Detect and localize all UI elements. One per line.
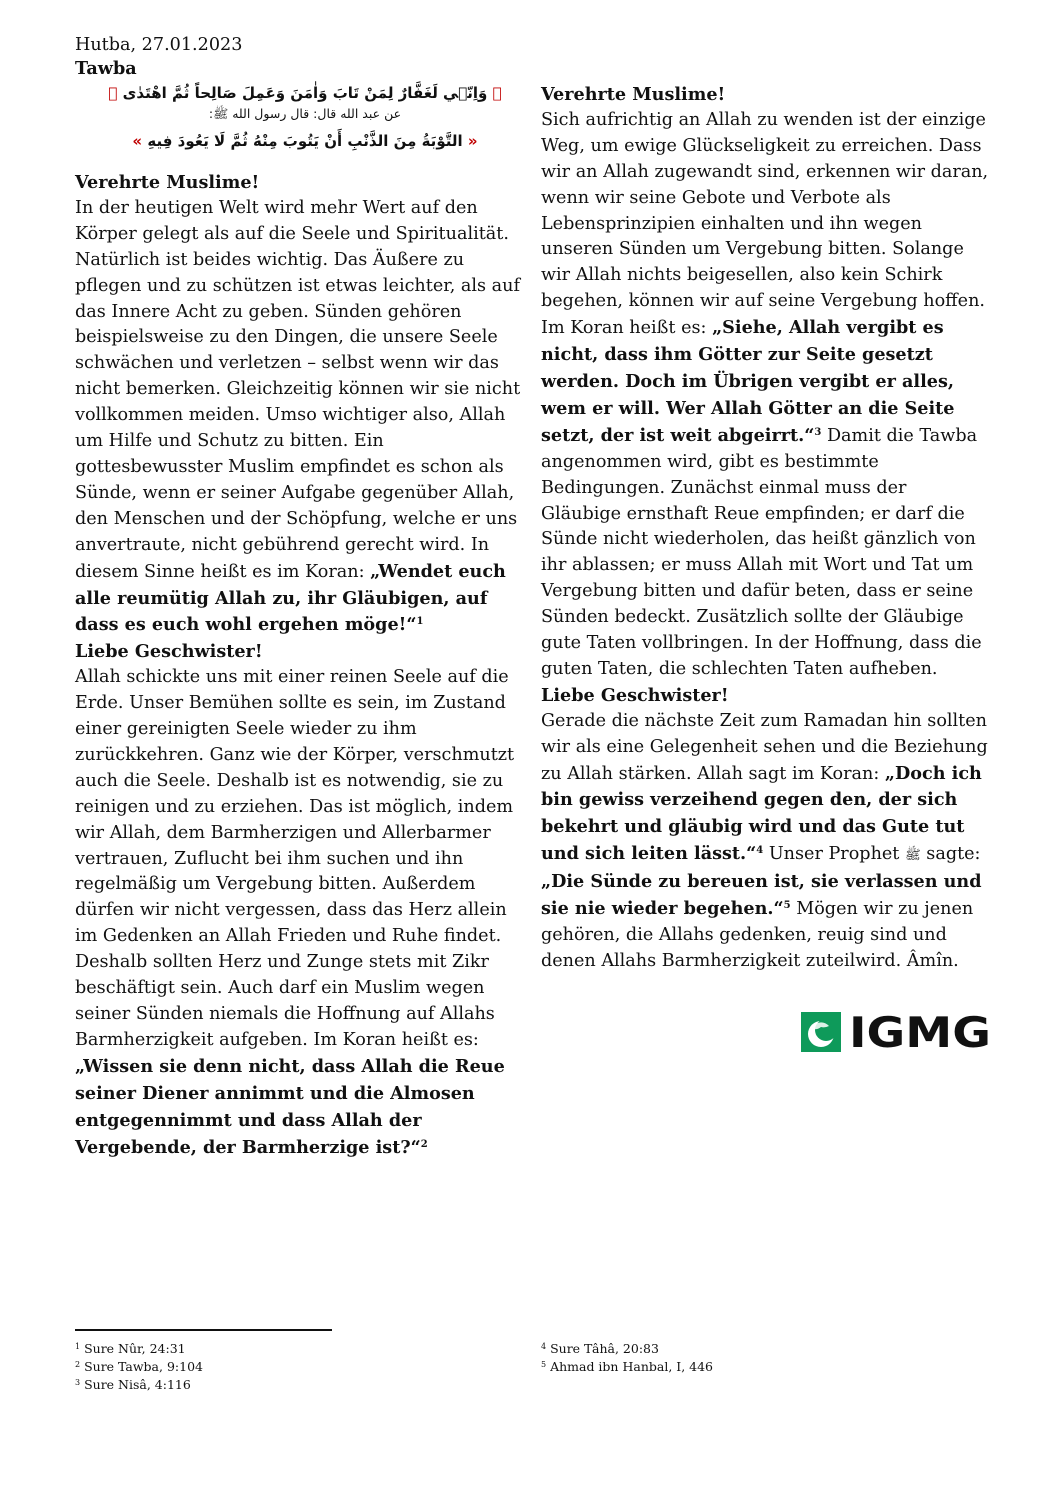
paragraph-text: Damit die Tawba angenommen wird, gibt es bestimmte Bedingungen. Zunächst einmal muss der Gläubige ernsthaft Reue empfinden; er darf die Sünde nicht wiederholen, das heißt gänzlich von ihr ablassen; er muss Allah mit Wort und Tat um Vergebung bitten und dafür beten, dass er seine Sünden bedeckt. Zusätzlich sollte der Gläubige gute Taten vollbringen. In der Hoffnung, dass die guten Taten, die schlechten Taten aufheben. — [541, 425, 982, 679]
salawat-glyph: ﷺ — [904, 848, 921, 864]
quran-quote: „Doch ich bin gewiss verzeihend gegen den, der sich bekehrt und gläubig wird und das Gute tut und sich leiten lässt.“ — [541, 762, 982, 865]
footnote-divider — [75, 1329, 332, 1331]
footnote-item — [75, 1340, 203, 1358]
footnote-item — [75, 1358, 203, 1376]
heading-verehrte-muslime: Verehrte Muslime! — [75, 172, 260, 193]
heading-liebe-geschwister: Liebe Geschwister! — [75, 641, 263, 663]
paragraph — [541, 709, 991, 975]
ayah-close-bracket: ﴾ — [108, 84, 118, 102]
quran-quote: „Wissen sie denn nicht, dass Allah die Reue seiner Diener annimmt und die Almosen entgegennimmt und dass Allah der Vergebende, der Barmherzige ist?“ — [75, 1055, 505, 1158]
logo-text: IGMG — [849, 1012, 991, 1052]
ayah-text: وَاِنّ۪ي لَغَفَّارٌ لِمَنْ تَابَ وَاٰمَنَ وَعَمِلَ صَالِحاً ثُمَّ اهْتَدٰى — [122, 84, 488, 102]
footnote-text: Sure Nisâ, 4:116 — [84, 1377, 191, 1392]
footnote-ref: 3 — [814, 426, 822, 438]
quran-quote: „Siehe, Allah vergibt es nicht, dass ihm Götter zur Seite gesetzt werden. Doch im Übrigen vergibt er alles, wem er will. Wer Allah Götter an die Seite setzt, der ist weit abgeirrt.“ — [541, 317, 955, 446]
footnote-item — [541, 1358, 713, 1376]
igmg-logo-graphic — [801, 1012, 991, 1052]
right-column — [541, 82, 991, 975]
hadith-open-quote: « — [467, 132, 478, 150]
hadith-quote: „Die Sünde zu bereuen ist, sie verlassen und sie nie wieder begehen.“ — [541, 871, 982, 920]
footnote-text: Sure Nûr, 24:31 — [84, 1341, 186, 1356]
footnote-number: 5 — [541, 1360, 547, 1369]
paragraph — [75, 1054, 525, 1162]
paragraph-text: Mögen wir zu jenen gehören, die Allahs gedenken, reuig sind und denen Allahs Barmherzigkeit zuteilwird. Âmîn. — [541, 899, 974, 971]
page-title: Tawba — [75, 58, 137, 79]
footnote-item — [75, 1376, 203, 1394]
footnote-number: 3 — [75, 1378, 81, 1387]
footnotes-left — [75, 1340, 203, 1394]
heading-liebe-geschwister: Liebe Geschwister! — [541, 684, 729, 706]
footnote-ref: 5 — [783, 900, 791, 912]
heading-verehrte-muslime: Verehrte Muslime! — [541, 84, 726, 105]
hadith-text: التَّوْبَةُ مِنَ الذَّنْبِ أَنْ يَتُوبَ مِنْهُ ثُمَّ لَا يَعُودَ فِيهِ — [147, 132, 463, 150]
paragraph — [75, 196, 525, 639]
left-column — [75, 170, 525, 1161]
footnote-item — [541, 1340, 713, 1358]
logo-crescent-cut — [815, 1019, 837, 1041]
footnote-ref: 1 — [416, 616, 424, 628]
footnote-text: Sure Tâhâ, 20:83 — [550, 1341, 659, 1356]
paragraph — [541, 108, 991, 683]
header — [75, 33, 535, 81]
footnote-number: 2 — [75, 1360, 81, 1369]
hadith-intro-arabic: عن عبد الله قال: قال رسول الله ﷺ: — [208, 106, 402, 121]
footnote-ref: 2 — [420, 1138, 428, 1150]
footnote-number: 4 — [541, 1342, 547, 1351]
igmg-logo — [801, 1012, 991, 1052]
quran-verse-arabic — [75, 83, 535, 103]
hadith-close-quote: » — [132, 132, 143, 150]
footnote-number: 1 — [75, 1342, 81, 1351]
footnote-text: Sure Tawba, 9:104 — [84, 1359, 203, 1374]
quran-quote: „Wendet euch alle reumütig Allah zu, ihr Gläubigen, auf dass es euch wohl ergehen möge!“ — [75, 560, 506, 636]
paragraph-text: Unser Prophet — [763, 844, 905, 865]
date-line: Hutba, 27.01.2023 — [75, 35, 243, 55]
paragraph-text: Sich aufrichtig an Allah zu wenden ist der einzige Weg, um ewige Glückseligkeit zu erreichen. Dass wir an Allah zugewandt sind, erkennen wir daran, wenn wir seine Gebote und Verbote als Lebensprinzipien einhalten und ihn wegen unseren Sünden um Vergebung bitten. Solange wir Allah nichts beigesellen, also kein Schirk begehen, können wir auf seine Vergebung hoffen. Im Koran heißt es: — [541, 109, 989, 339]
footnote-text: Ahmad ibn Hanbal, I, 446 — [550, 1359, 714, 1374]
footnotes-right — [541, 1340, 713, 1376]
paragraph-text: sagte: — [920, 844, 981, 865]
footnote-ref: 4 — [756, 845, 764, 857]
paragraph-text: In der heutigen Welt wird mehr Wert auf den Körper gelegt als auf die Seele und Spiritualität. Natürlich ist beides wichtig. Das Äußere zu pflegen und zu schützen ist etwas leichter, als auf das Innere Acht zu geben. Sünden gehören beispielsweise zu den Dingen, die unsere Seele schwächen und verletzen – selbst wenn wir das nicht bemerken. Gleichzeitig können wir sie nicht vollkommen meiden. Umso wichtiger also, Allah um Hilfe und Schutz zu bitten. Ein gottesbewusster Muslim empfindet es schon als Sünde, wenn er seiner Aufgabe gegenüber Allah, den Menschen und der Schöpfung, welche er uns anvertraute, nicht gebührend gerecht wird. In diesem Sinne heißt es im Koran: — [75, 197, 521, 582]
paragraph: Allah schickte uns mit einer reinen Seele auf die Erde. Unser Bemühen sollte es sein, im Zustand einer gereinigten Seele wieder zu ihm zurückkehren. Ganz wie der Körper, verschmutzt auch die Seele. Deshalb ist es notwendig, sie zu reinigen und zu erziehen. Das ist möglich, indem wir Allah, dem Barmherzigen und Allerbarmer vertrauen, Zuflucht bei ihm suchen und ihn regelmäßig um Vergebung bitten. Außerdem dürfen wir nicht vergessen, dass das Herz allein im Gedenken an Allah Frieden und Ruhe findet. Deshalb sollten Herz und Zunge stets mit Zikr beschäftigt sein. Auch darf ein Muslim wegen seiner Sünden niemals die Hoffnung auf Allahs Barmherzigkeit aufgeben. Im Koran heißt es: — [75, 667, 515, 1050]
paragraph-text: Gerade die nächste Zeit zum Ramadan hin sollten wir als eine Gelegenheit sehen und die Beziehung zu Allah stärken. Allah sagt im Koran: — [541, 710, 988, 784]
hadith-arabic — [75, 131, 535, 151]
ayah-open-bracket: ﴿ — [492, 84, 502, 102]
